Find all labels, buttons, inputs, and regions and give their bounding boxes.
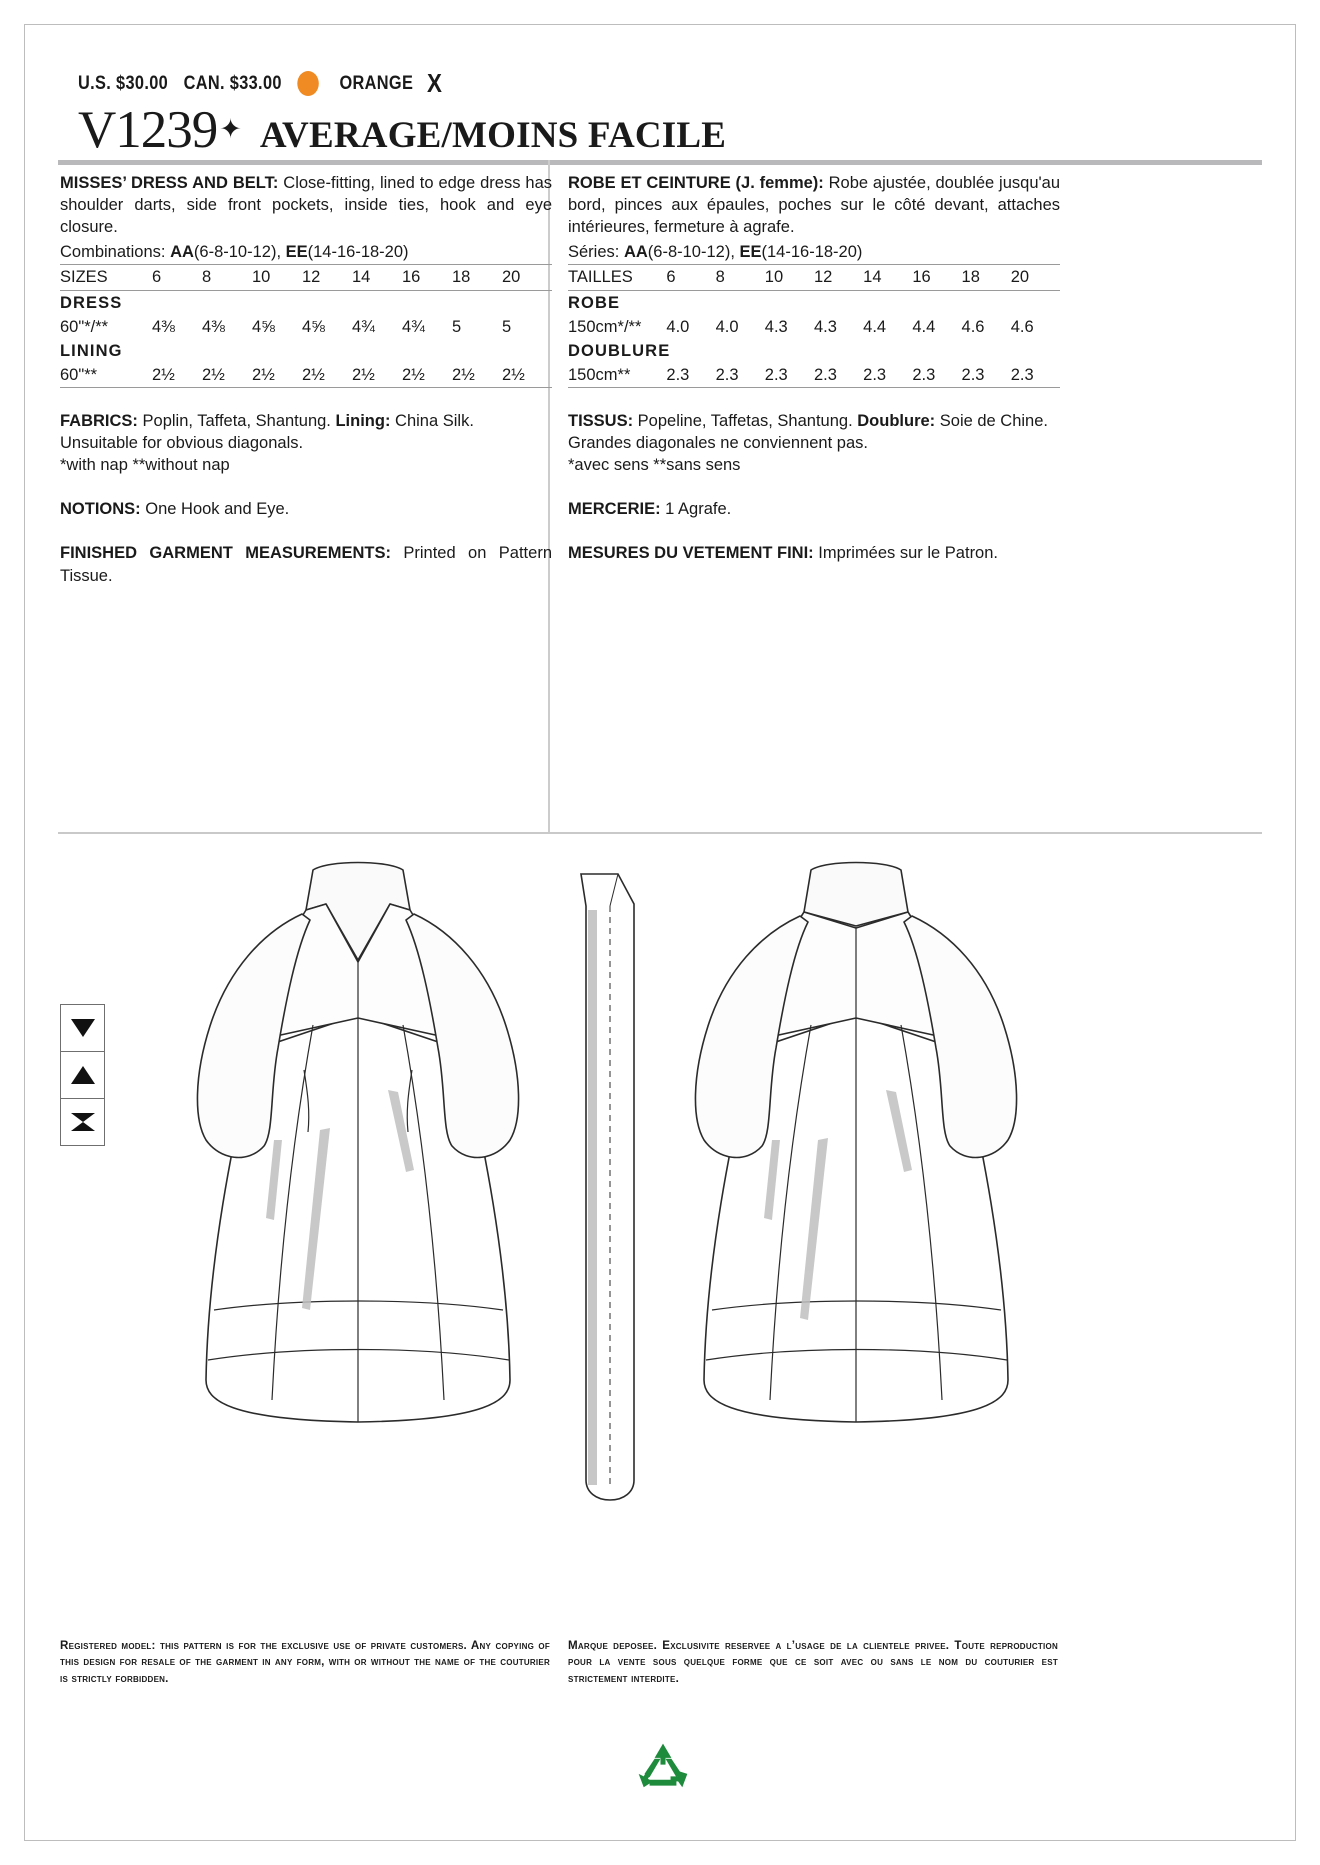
english-group-1-name: LINING — [60, 341, 123, 360]
english-combo-ee-sizes: (14-16-18-20) — [307, 243, 409, 262]
english-combo-ee: EE — [285, 243, 308, 262]
english-group-1-val-7: 2½ — [502, 363, 552, 388]
price-can: CAN. $33.00 — [183, 72, 282, 94]
english-group-1-val-6: 2½ — [452, 363, 502, 388]
french-group-1-val-6: 2.3 — [962, 363, 1011, 388]
english-combo-aa: AA — [170, 243, 194, 262]
french-group-0-val-0: 4.0 — [666, 317, 690, 336]
french-group-1-name-row — [568, 339, 1060, 363]
difficulty-level: AVERAGE/MOINS FACILE — [259, 115, 727, 156]
copyright-french: Marque deposee. Exclusivite reservee a l’usage de la clientele privee. Toute reproduction pour la vente sous quelque forme que ce soit avec ou sans le nom du couturier est strictement interdite. — [568, 1639, 1058, 1685]
english-measurements-label: FINISHED GARMENT MEASUREMENTS: — [60, 544, 391, 563]
french-description — [568, 172, 1060, 238]
french-combo-aa: AA — [623, 243, 648, 262]
pattern-number: V1239 — [78, 101, 218, 159]
french-group-1-val-3: 2.3 — [814, 363, 863, 388]
french-group-0-name: ROBE — [568, 293, 621, 312]
english-group-1-name-row — [60, 339, 552, 363]
french-measurements-body: Imprimées sur le Patron. — [813, 544, 998, 563]
english-group-1-width: 60"** — [60, 363, 152, 388]
french-sizes-header-row — [568, 265, 1060, 290]
french-combo-ee: EE — [739, 243, 762, 262]
english-group-1-val-0: 2½ — [152, 363, 202, 388]
english-combinations-cell — [60, 240, 552, 265]
french-size-0: 6 — [666, 265, 715, 290]
french-group-0-val-2: 4.3 — [764, 317, 788, 336]
english-fabrics-note: Unsuitable for obvious diagonals. — [60, 434, 304, 453]
english-notions-body: One Hook and Eye. — [140, 500, 290, 519]
english-size-table — [60, 240, 552, 388]
french-group-1-val-2: 2.3 — [765, 363, 814, 388]
english-combo-aa-sizes: (6-8-10-12), — [193, 243, 286, 262]
english-group-0-val-0: 4⅜ — [152, 317, 175, 336]
english-group-1-val-1: 2½ — [202, 363, 252, 388]
french-group-0-val-6: 4.6 — [961, 317, 985, 336]
french-size-5: 16 — [912, 265, 961, 290]
english-size-6: 18 — [452, 265, 502, 290]
french-group-0-val-3: 4.3 — [813, 317, 837, 336]
french-size-table — [568, 240, 1060, 388]
english-lining-body: China Silk. — [390, 411, 474, 430]
french-group-1-val-5: 2.3 — [912, 363, 961, 388]
size-code: X — [426, 68, 443, 98]
french-size-3: 12 — [814, 265, 863, 290]
french-group-0-val-7: 4.6 — [1010, 317, 1034, 336]
french-sizes-header: TAILLES — [568, 265, 666, 290]
english-size-3: 12 — [302, 265, 352, 290]
english-fabrics — [60, 410, 552, 432]
french-group-1-width: 150cm** — [568, 363, 666, 388]
french-group-1-val-7: 2.3 — [1011, 363, 1060, 388]
french-size-2: 10 — [765, 265, 814, 290]
french-group-0-name-row — [568, 290, 1060, 315]
english-group-0-width: 60"*/** — [60, 317, 109, 336]
english-group-0-val-2: 4⅝ — [252, 317, 275, 336]
english-group-0-values-row — [60, 315, 552, 339]
french-group-0-val-4: 4.4 — [863, 317, 887, 336]
english-group-0-val-3: 4⅝ — [302, 317, 325, 336]
french-fabrics-label: TISSUS: — [568, 411, 634, 430]
english-sizes-header-row — [60, 265, 552, 290]
color-swatch-icon — [297, 71, 319, 96]
french-lining-label: Doublure: — [857, 411, 936, 430]
french-size-7: 20 — [1011, 265, 1060, 290]
french-group-1-name: DOUBLURE — [568, 341, 671, 360]
french-combo-aa-sizes: (6-8-10-12), — [647, 243, 740, 262]
french-notions-body: 1 Agrafe. — [660, 500, 732, 519]
french-fabrics — [568, 410, 1060, 432]
garment-illustrations — [58, 840, 1262, 1580]
price-row — [78, 68, 442, 99]
english-group-0-val-5: 4¾ — [402, 317, 425, 336]
english-lining-label: Lining: — [335, 411, 391, 430]
french-combinations-cell — [568, 240, 1060, 265]
french-measurements — [568, 542, 1060, 564]
english-measurements-body: Printed on Pattern Tissue. — [60, 544, 552, 585]
illustration-divider — [58, 832, 1262, 834]
french-size-6: 18 — [962, 265, 1011, 290]
french-measurements-label: MESURES DU VETEMENT FINI: — [568, 544, 814, 563]
recycle-icon — [636, 1742, 690, 1794]
french-group-0-val-5: 4.4 — [912, 317, 936, 336]
french-description-body: Robe ajustée, doublée jusqu'au bord, pinces aux épaules, poches sur le côté devant, attaches intérieures, fermeture à agrafe. — [568, 174, 1060, 237]
english-nap-note: *with nap **without nap — [60, 456, 230, 475]
french-notions — [568, 498, 1060, 520]
french-combo-ee-sizes: (14-16-18-20) — [761, 243, 863, 262]
english-notions-label: NOTIONS: — [60, 500, 141, 519]
french-column — [568, 172, 1060, 565]
english-group-1-val-3: 2½ — [302, 363, 352, 388]
english-group-0-val-6: 5 — [452, 317, 462, 336]
belt-shading — [588, 910, 597, 1485]
english-size-5: 16 — [402, 265, 452, 290]
english-size-2: 10 — [252, 265, 302, 290]
french-group-1-val-0: 2.3 — [666, 363, 715, 388]
french-combinations-row — [568, 240, 1060, 265]
french-size-1: 8 — [716, 265, 765, 290]
french-lining-body: Soie de Chine. — [935, 411, 1048, 430]
french-description-title: ROBE ET CEINTURE (J. femme): — [568, 174, 824, 192]
french-group-1-val-4: 2.3 — [863, 363, 912, 388]
english-size-4: 14 — [352, 265, 402, 290]
english-group-0-val-7: 5 — [502, 317, 512, 336]
french-nap-note: *avec sens **sans sens — [568, 456, 741, 475]
english-measurements — [60, 542, 552, 586]
english-column — [60, 172, 552, 587]
english-notions — [60, 498, 552, 520]
french-group-1-values-row — [568, 363, 1060, 388]
copyright-english: Registered model: this pattern is for the exclusive use of private customers. Any copying of this design for resale of the garment in any form, with or without the name of the couturier is strictly forbidden. — [60, 1639, 550, 1685]
french-group-0-width: 150cm*/** — [568, 317, 642, 336]
english-group-1-values-row — [60, 363, 552, 388]
pattern-title-row — [78, 101, 727, 159]
english-description-title: MISSES’ DRESS AND BELT: — [60, 174, 279, 192]
english-fabrics-body: Poplin, Taffeta, Shantung. — [137, 411, 336, 430]
english-group-0-val-4: 4¾ — [352, 317, 375, 336]
french-group-0-val-1: 4.0 — [715, 317, 739, 336]
english-group-0-val-1: 4⅜ — [202, 317, 225, 336]
english-combinations-label: Combinations: — [60, 243, 171, 262]
french-group-0-values-row — [568, 315, 1060, 339]
english-fabrics-label: FABRICS: — [60, 411, 138, 430]
english-sizes-header: SIZES — [60, 265, 152, 290]
english-size-1: 8 — [202, 265, 252, 290]
french-group-1-val-1: 2.3 — [716, 363, 765, 388]
english-size-0: 6 — [152, 265, 202, 290]
english-group-1-val-2: 2½ — [252, 363, 302, 388]
french-size-4: 14 — [863, 265, 912, 290]
english-size-7: 20 — [502, 265, 552, 290]
french-notions-label: MERCERIE: — [568, 500, 661, 519]
english-description — [60, 172, 552, 238]
color-name: ORANGE — [339, 72, 414, 94]
header-divider — [58, 160, 1262, 165]
english-combinations-row — [60, 240, 552, 265]
french-fabrics-note: Grandes diagonales ne conviennent pas. — [568, 434, 868, 453]
english-description-body: Close-fitting, lined to edge dress has shoulder darts, side front pockets, inside ties, hook and eye closure. — [60, 174, 552, 237]
english-group-0-name: DRESS — [60, 293, 123, 312]
english-group-1-val-4: 2½ — [352, 363, 402, 388]
price-us: U.S. $30.00 — [78, 72, 169, 94]
french-fabrics-body: Popeline, Taffetas, Shantung. — [633, 411, 858, 430]
diamond-icon: ✦ — [219, 114, 242, 144]
french-combinations-label: Séries: — [568, 243, 624, 262]
english-group-1-val-5: 2½ — [402, 363, 452, 388]
english-group-0-name-row — [60, 290, 552, 315]
